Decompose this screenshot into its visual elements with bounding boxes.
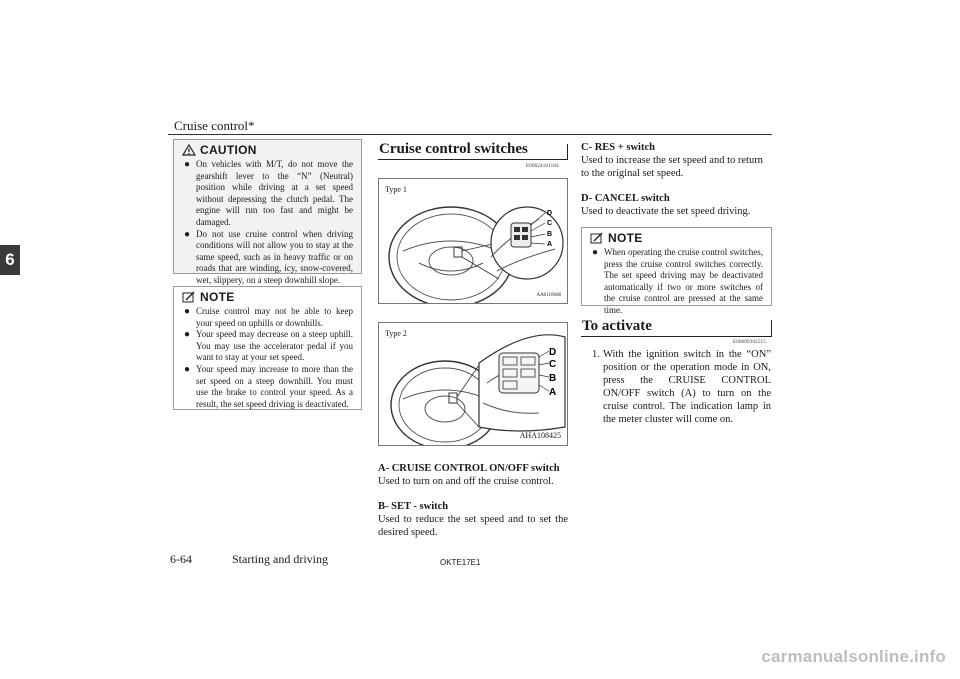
callout-d: D (549, 347, 557, 358)
callout-a: A (547, 241, 553, 248)
note-label: NOTE (608, 231, 643, 245)
description-heading: B- SET - switch (378, 501, 449, 512)
figure-code: AA0110608 (536, 293, 561, 298)
callout-c: C (547, 220, 553, 227)
figure-label: Type 1 (385, 185, 407, 194)
note-pencil-icon (182, 291, 196, 303)
page-header-title: Cruise control* (174, 118, 255, 133)
note-list (174, 306, 361, 410)
footer-code: OKTE17E1 (440, 558, 481, 567)
callout-a: A (549, 387, 557, 398)
caution-label: CAUTION (200, 143, 257, 157)
description-text: Used to reduce the set speed and to set the desired speed. (378, 514, 568, 538)
description-text: Used to turn on and off the cruise control. (378, 476, 554, 487)
step-text: With the ignition switch in the “ON” position or the operation mode in ON, press the CRUISE CONTROL ON/OFF switch (A) to turn on the cruise control. The indication lamp in the meter cluster will come on. (603, 349, 771, 425)
section-title-switches: Cruise control switches (379, 141, 528, 157)
watermark[interactable]: carmanualsonline.info (761, 647, 946, 666)
steering-wheel-illustration (379, 179, 567, 303)
note-header (582, 228, 771, 247)
figure-label: Type 2 (385, 329, 407, 338)
description-text: Used to deactivate the set speed driving. (581, 206, 751, 217)
note-box-right (581, 227, 772, 315)
caution-list (174, 159, 361, 287)
section-title-activate: To activate (582, 318, 652, 334)
section-rule-tick (567, 144, 568, 159)
callout-b: B (549, 373, 557, 384)
warning-icon (182, 144, 196, 156)
callout-c: C (549, 359, 557, 370)
caution-box (173, 139, 362, 285)
section-code: E00624101184 (526, 164, 559, 169)
section-rule (378, 159, 568, 160)
list-item: ● On vehicles with M/T, do not move the gearshift lever to the “N” (Neutral) position while driving at a set speed without depressing the clutch pedal. The engine will run too fast and might be damaged. (184, 159, 353, 227)
chapter-tab: 6 (0, 245, 20, 275)
list-item: ● Cruise control may not be able to keep your speed on uphills or downhills. (184, 306, 353, 328)
section-code: E00609302515 (733, 340, 766, 345)
switch-descriptions-right (581, 141, 773, 218)
list-item: ● Your speed may decrease on a steep uphill. You may use the accelerator pedal if you want to stay at your set speed. (184, 329, 353, 363)
callout-d: D (547, 210, 553, 217)
bullet-icon: ● (592, 247, 599, 258)
list-item: ● Your speed may increase to more than the set speed on a steep downhill. You must use the brake to control your speed. As a result, the set speed driving is deactivated. (184, 363, 353, 409)
note-label: NOTE (200, 290, 235, 304)
description-heading: A- CRUISE CONTROL ON/OFF switch (378, 463, 560, 474)
note-box-left (173, 286, 362, 410)
description-heading: D- CANCEL switch (581, 193, 670, 204)
note-pencil-icon (590, 232, 604, 244)
description-heading: C- RES + switch (581, 142, 655, 153)
figure-code: AHA108425 (519, 431, 561, 440)
steering-wheel-illustration (379, 323, 567, 445)
figure-type1 (378, 178, 568, 304)
bullet-icon: ● (184, 363, 191, 375)
step-number: 1. (592, 349, 600, 360)
caution-header (174, 140, 361, 159)
bullet-icon: ● (184, 159, 191, 170)
header-rule (168, 134, 772, 135)
callout-b: B (547, 231, 553, 238)
list-item: ● When operating the cruise control switches, press the cruise control switches correctly. The set speed driving may be deactivated automatically if two or more switches of the cruise control are pressed at the same time. (592, 247, 763, 315)
bullet-icon: ● (184, 329, 191, 341)
bullet-icon: ● (184, 306, 191, 317)
bullet-icon: ● (184, 228, 191, 240)
description-text: Used to increase the set speed and to return to the original set speed. (581, 155, 763, 179)
section-rule-tick (771, 320, 772, 336)
figure-type2 (378, 322, 568, 446)
list-item: ● Do not use cruise control when driving conditions will not allow you to stay at the same speed, such as in heavy traffic or on roads that are winding, icy, snow-covered, wet, slippery, on a steep downhill slope. (184, 228, 353, 285)
page-number: 6-64 (170, 552, 192, 566)
section-rule (581, 336, 772, 337)
note-list (582, 247, 771, 317)
note-header (174, 287, 361, 306)
switch-descriptions-left (378, 462, 568, 539)
footer-section-name: Starting and driving (232, 552, 328, 566)
